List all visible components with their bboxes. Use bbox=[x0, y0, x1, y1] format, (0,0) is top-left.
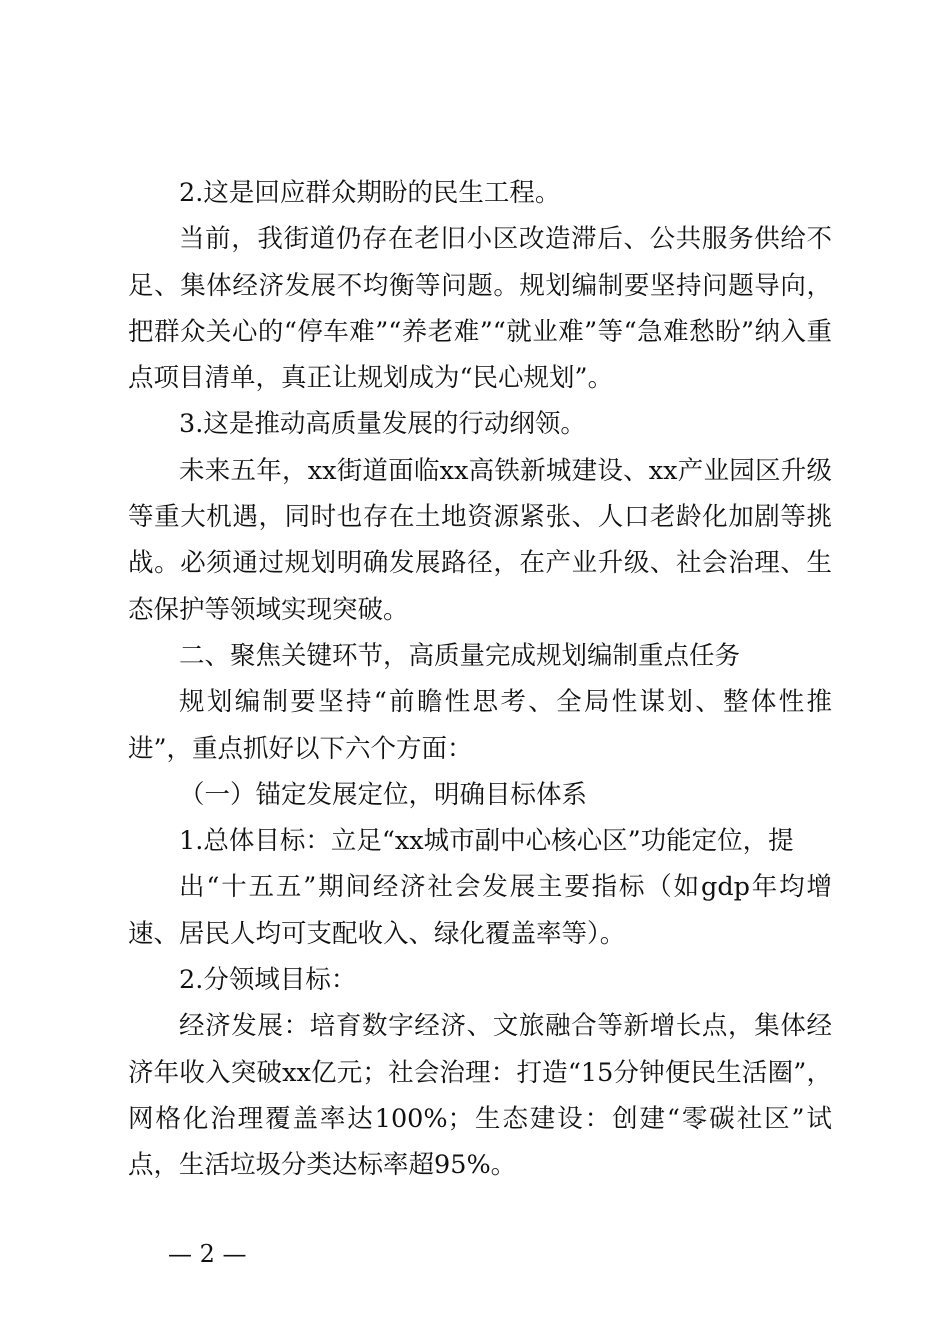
paragraph-domain-goals: 经济发展：培育数字经济、文旅融合等新增长点，集体经济年收入突破xx亿元；社会治理：打造“15分钟便民生活圈”，网格化治理覆盖率达100%；生态建设：创建“零碳社区”试点，生活垃圾分类达标率超95%。 bbox=[128, 1011, 832, 1181]
paragraph-heading-2: 2.这是回应群众期盼的民生工程。 bbox=[179, 178, 561, 208]
page-number: — 2 — bbox=[168, 1240, 247, 1268]
paragraph-domain-goals-heading: 2.分领域目标： bbox=[179, 965, 357, 996]
section-heading-2: 二、聚焦关键环节，高质量完成规划编制重点任务 bbox=[179, 640, 741, 671]
paragraph-principles: 规划编制要坚持“前瞻性思考、全局性谋划、整体性推进”，重点抓好以下六个方面： bbox=[128, 687, 832, 764]
paragraph-overall-goal: 1.总体目标：立足“xx城市副中心核心区”功能定位，提 bbox=[179, 826, 794, 857]
paragraph-livelihood: 当前，我街道仍存在老旧小区改造滞后、公共服务供给不足、集体经济发展不均衡等问题。规划编制要坚持问题导向，把群众关心的“停车难”“养老难”“就业难”等“急难愁盼”纳入重点项目清单，真正让规划成为“民心规划”。 bbox=[128, 224, 832, 394]
paragraph-indicators: 出“十五五”期间经济社会发展主要指标（如gdp年均增速、居民人均可支配收入、绿化覆盖率等）。 bbox=[128, 872, 832, 949]
document-body bbox=[128, 170, 832, 1189]
subsection-heading-1: （一）锚定发展定位，明确目标体系 bbox=[179, 779, 588, 810]
paragraph-future: 未来五年，xx街道面临xx高铁新城建设、xx产业园区升级等重大机遇，同时也存在土地资源紧张、人口老龄化加剧等挑战。必须通过规划明确发展路径，在产业升级、社会治理、生态保护等领域实现突破。 bbox=[128, 455, 832, 625]
paragraph-heading-3: 3.这是推动高质量发展的行动纲领。 bbox=[179, 409, 586, 440]
